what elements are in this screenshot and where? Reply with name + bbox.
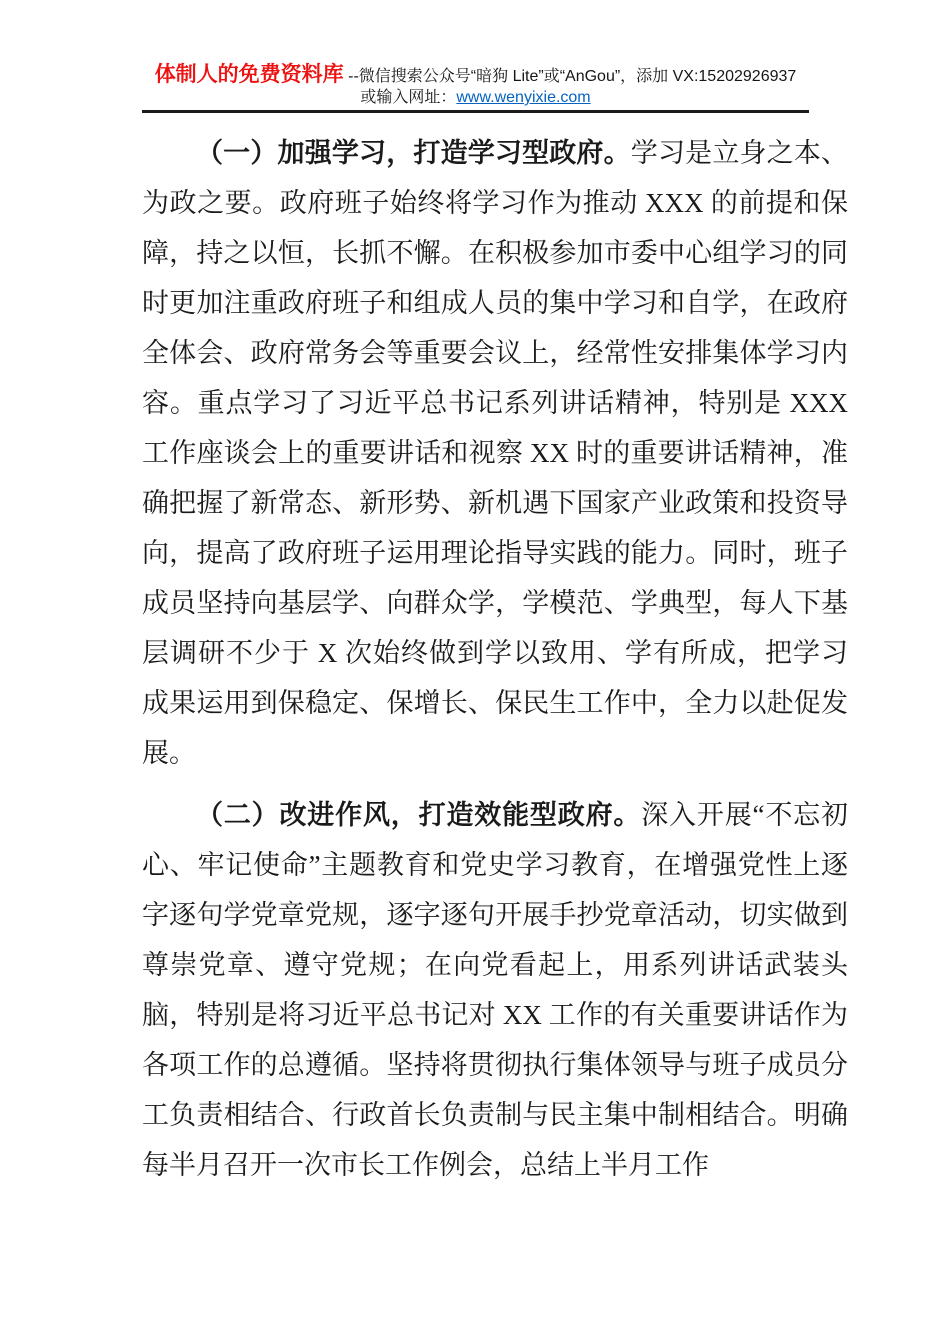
promo-tagline: --微信搜索公众号“暗狗 Lite”或“AnGou”，添加 VX:15202926937 <box>348 68 797 85</box>
promo-header-line2 <box>142 88 809 107</box>
promo-header <box>142 64 809 113</box>
section-1-text: 学习是立身之本、为政之要。政府班子始终将学习作为推动 XXX 的前提和保障，持之以恒，长抓不懈。在积极参加市委中心组学习的同时更加注重政府班子和组成人员的集中学习和自学，在政府全体会、政府常务会等重要会议上，经常性安排集体学习内容。重点学习了习近平总书记系列讲话精神，特别是 XXX 工作座谈会上的重要讲话和视察 XX 时的重要讲话精神，准确把握了新常态、新形势、新机遇下国家产业政策和投资导向，提高了政府班子运用理论指导实践的能力。同时，班子成员坚持向基层学、向群众学，学模范、学典型，每人下基层调研不少于 X 次始终做到学以致用、学有所成，把学习成果运用到保稳定、保增长、保民生工作中，全力以赴促发展。 <box>142 138 849 768</box>
section-1-heading: （一）加强学习，打造学习型政府。 <box>196 138 631 168</box>
paragraph-section-2 <box>142 790 848 1190</box>
section-2-text: 深入开展“不忘初心、牢记使命”主题教育和党史学习教育，在增强党性上逐字逐句学党章党规，逐字逐句开展手抄党章活动，切实做到尊崇党章、遵守党规；在向党看起上，用系列讲话武装头脑，特别是将习近平总书记对 XX 工作的有关重要讲话作为各项工作的总遵循。坚持将贯彻执行集体领导与班子成员分工负责相结合、行政首长负责制与民主集中制相结合。明确每半月召开一次市长工作例会，总结上半月工作 <box>142 800 849 1180</box>
site-name: 体制人的免费资料库 <box>154 63 344 86</box>
url-label: 或输入网址： <box>360 89 457 106</box>
paragraph-section-1 <box>142 128 848 778</box>
section-2-heading: （二）改进作风，打造效能型政府。 <box>196 800 642 830</box>
website-link[interactable]: www.wenyixie.com <box>456 89 591 106</box>
promo-header-line1 <box>142 64 809 88</box>
header-divider <box>142 110 809 113</box>
document-body <box>142 128 848 1190</box>
